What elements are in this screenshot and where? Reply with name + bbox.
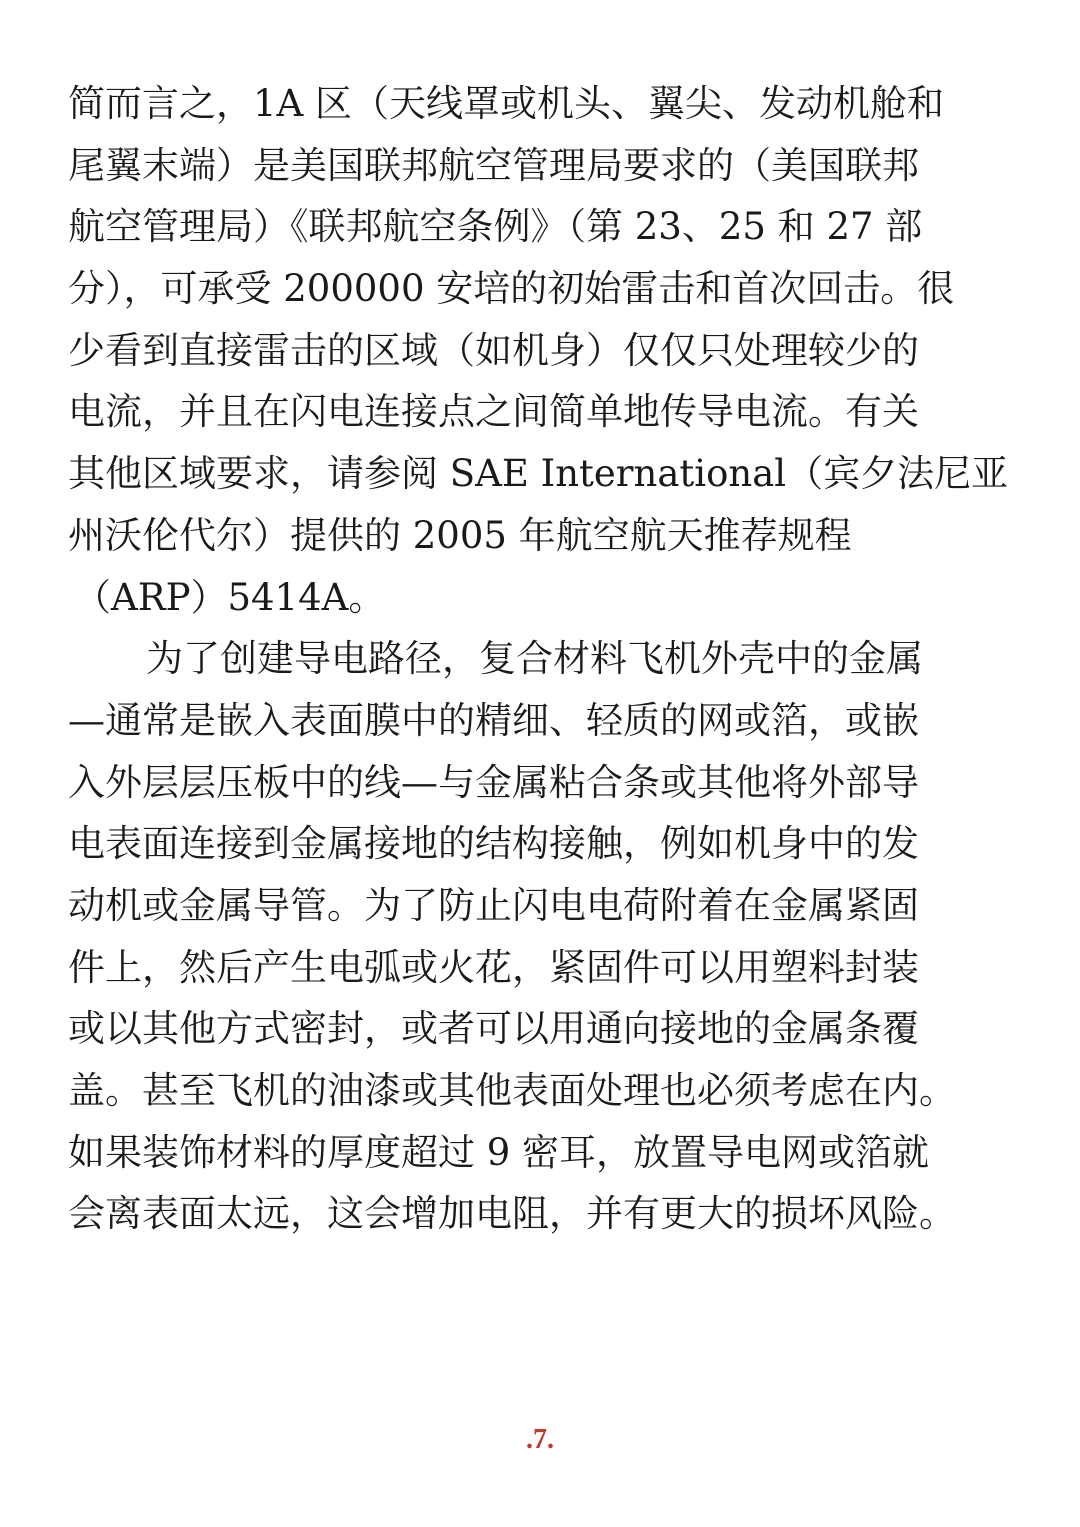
article-body bbox=[68, 73, 1008, 1245]
text-line: 会离表面太远，这会增加电阻，并有更大的损坏风险。 bbox=[68, 1192, 956, 1236]
paragraph-conductive-path bbox=[68, 628, 1008, 1245]
text-line: 如果装饰材料的厚度超过 9 密耳，放置导电网或箔就 bbox=[68, 1130, 930, 1174]
text-line: 其他区域要求，请参阅 SAE International（宾夕法尼亚 bbox=[68, 452, 1008, 496]
page-number: .7. bbox=[526, 1424, 554, 1455]
text-line: 动机或金属导管。为了防止闪电电荷附着在金属紧固 bbox=[68, 883, 919, 927]
text-line: 简而言之，1A 区（天线罩或机头、翼尖、发动机舱和 bbox=[68, 82, 945, 125]
text-line: 入外层层压板中的线—与金属粘合条或其他将外部导 bbox=[68, 760, 919, 804]
text-line: （ARP）5414A。 bbox=[74, 575, 386, 619]
text-line: 为了创建导电路径，复合材料飞机外壳中的金属 bbox=[146, 637, 923, 681]
text-line: 或以其他方式密封，或者可以用通向接地的金属条覆 bbox=[68, 1007, 919, 1051]
text-line: 航空管理局）《联邦航空条例》（第 23、25 和 27 部 bbox=[68, 205, 923, 249]
text-line: 尾翼末端）是美国联邦航空管理局要求的（美国联邦 bbox=[68, 143, 919, 187]
text-line: 电流，并且在闪电连接点之间简单地传导电流。有关 bbox=[68, 390, 919, 434]
text-line: 州沃伦代尔）提供的 2005 年航空航天推荐规程 bbox=[68, 513, 852, 557]
text-line: 分），可承受 200000 安培的初始雷击和首次回击。很 bbox=[68, 267, 955, 311]
text-line: 盖。甚至飞机的油漆或其他表面处理也必须考虑在内。 bbox=[68, 1069, 956, 1112]
paragraph-lightning-zone bbox=[68, 73, 1008, 628]
text-line: 件上，然后产生电弧或火花，紧固件可以用塑料封装 bbox=[68, 945, 919, 989]
text-line: 电表面连接到金属接地的结构接触，例如机身中的发 bbox=[68, 822, 919, 866]
text-line: —通常是嵌入表面膜中的精细、轻质的网或箔，或嵌 bbox=[68, 698, 919, 742]
text-line: 少看到直接雷击的区域（如机身）仅仅只处理较少的 bbox=[68, 328, 919, 372]
